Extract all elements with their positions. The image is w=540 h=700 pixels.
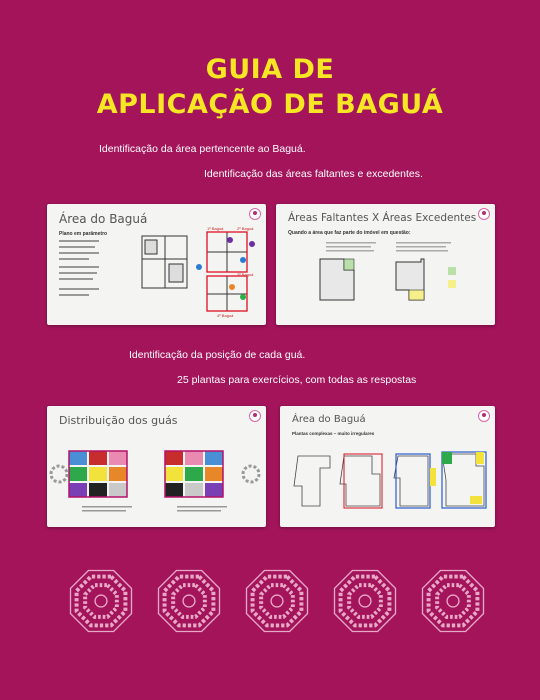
slide-subtitle: Plantas complexas – muito irregulares <box>292 431 375 436</box>
slide-plantas-complexas <box>280 406 495 527</box>
missing-excess-diagram <box>276 204 495 325</box>
slide-subtitle: Quando a área que faz parte do imóvel em questão: <box>288 230 411 236</box>
bagua-label-2: 2º Baguá <box>237 226 254 231</box>
caption-area-bagua: Identificação da área pertencente ao Baguá. <box>99 143 306 155</box>
bagua-octagon-icon <box>420 568 486 634</box>
slide-subtitle: Plano em parâmetro <box>59 231 108 237</box>
slide-title: Distribuição dos guás <box>59 414 178 427</box>
gua-distribution-grid <box>47 406 266 527</box>
bagua-label-3: 3º Baguá <box>237 272 254 277</box>
caption-posicao-gua: Identificação da posição de cada guá. <box>129 349 306 361</box>
bagua-octagon-icon <box>332 568 398 634</box>
caption-areas-faltantes: Identificação das áreas faltantes e excedentes. <box>204 168 423 180</box>
caption-plantas-exercicios: 25 plantas para exercícios, com todas as respostas <box>177 374 417 386</box>
slide-areas-faltantes <box>276 204 495 325</box>
complex-plans-diagram <box>280 406 495 527</box>
bagua-octagon-icon <box>244 568 310 634</box>
floorplan-diagram <box>47 204 266 325</box>
bagua-label-1: 1º Baguá <box>207 226 224 231</box>
title-line-1: GUIA DE <box>205 54 335 85</box>
slide-title: Área do Baguá <box>292 414 366 425</box>
slide-title: Área do Baguá <box>59 212 148 226</box>
bagua-label-4: 4º Baguá <box>217 313 234 318</box>
slide-area-bagua <box>47 204 266 325</box>
bagua-octagon-icon <box>156 568 222 634</box>
slide-distribuicao-guas <box>47 406 266 527</box>
bagua-octagon-icon <box>68 568 134 634</box>
title-line-2: APLICAÇÃO DE BAGUÁ <box>96 89 444 120</box>
slide-title: Áreas Faltantes X Áreas Excedentes <box>288 212 477 224</box>
